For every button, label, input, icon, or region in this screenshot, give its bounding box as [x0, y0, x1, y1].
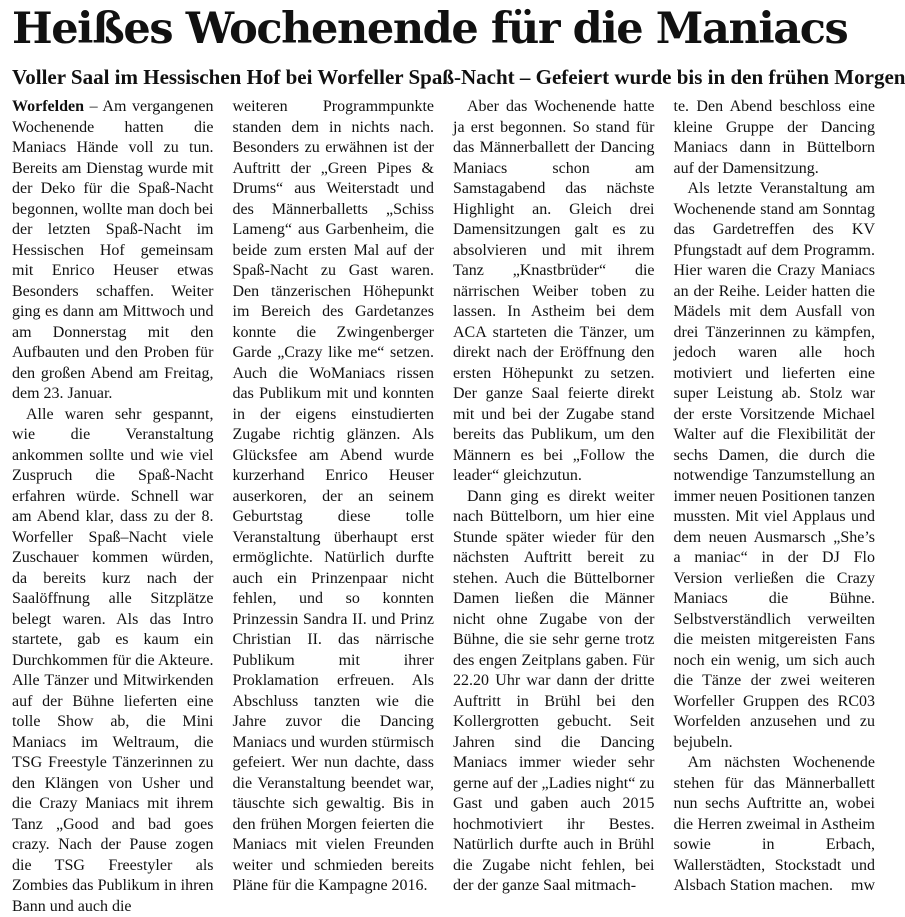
paragraph-text: – Am vergangenen Wochenende hatten die Maniacs Hände voll zu tun. Bereits am Dienstag wurde mit der Deko für die Spaß-Nacht begonnen, wollte man doch bei der letzten Spaß-Nacht im Hessischen Hof gemeinsam mit Enrico Heuser etwas Besonders schaffen. Weiter ging es dann am Mittwoch und am Donnerstag mit den Aufbauten und den Proben für den großen Abend am Freitag, dem 23. Januar. — [12, 98, 214, 402]
paragraph — [12, 97, 214, 405]
subheadline: Voller Saal im Hessischen Hof bei Worfeller Spaß-Nacht – Gefeiert wurde bis in den frühen Morgen — [12, 64, 875, 90]
paragraph: Dann ging es direkt weiter nach Büttelborn, um hier eine Stunde später wieder für den nächsten Auftritt bereit zu stehen. Auch die Büttelborner Damen ließen die Männer nicht ohne Zugabe von der Bühne, die sie sehr gerne trotz des engen Zeitplans gaben. Für 22.20 Uhr war dann der dritte Auftritt in Brühl bei den Kollergrotten gebucht. Seit Jahren sind die Dancing Maniacs immer wieder sehr gerne auf der „Ladies night“ zu Gast und gaben auch 2015 hochmotiviert ihr Bestes. Natürlich durfte auch in Brühl die Zugabe nicht fehlen, bei der der ganze Saal mitmach- — [453, 487, 655, 897]
column-4 — [674, 97, 876, 820]
paragraph: te. Den Abend beschloss eine kleine Gruppe der Dancing Maniacs dann in Büttelborn auf der Damensitzung. — [674, 97, 876, 179]
newspaper-article — [0, 4, 885, 820]
headline: Heißes Wochenende für die Maniacs — [12, 4, 875, 54]
author-signature: mw — [837, 876, 875, 897]
paragraph — [674, 753, 876, 897]
column-2 — [233, 97, 435, 820]
paragraph: weiteren Programmpunkte standen dem in nichts nach. Besonders zu erwähnen ist der Auftritt der „Green Pipes & Drums“ aus Weiterstadt und des Männerballetts „Schiss Lameng“ aus Garbenheim, die beide zum ersten Mal auf der Spaß-Nacht zu Gast waren. Den tänzerischen Höhepunkt im Bereich des Gardetanzes konnte die Zwingenberger Garde „Crazy like me“ setzen. Auch die WoManiacs rissen das Publikum mit und konnten in der eigens einstudierten Zugabe richtig glänzen. Als Glücksfee am Abend wurde kurzerhand Enrico Heuser auserkoren, der an seinem Geburtstag diese tolle Veranstaltung überhaupt erst ermöglichte. Natürlich durfte auch ein Prinzenpaar nicht fehlen, und so konnten Prinzessin Sandra II. und Prinz Christian II. das närrische Publikum mit ihrer Proklamation erfreuen. Als Abschluss tanzten wie die Jahre zuvor die Dancing Maniacs und wurden stürmisch gefeiert. Wer nun dachte, dass die Veranstaltung beendet war, täuschte sich gewaltig. Bis in den frühen Morgen feierten die Maniacs mit vielen Freunden weiter und schmieden bereits Pläne für die Kampagne 2016. — [233, 97, 435, 897]
paragraph-text: Am nächsten Wochenende stehen für das Männerballett nun sechs Auftritte an, wobei die Herren zweimal in Astheim sowie in Erbach, Wallerstädten, Stockstadt und Alsbach Station machen. — [674, 754, 876, 894]
paragraph: Aber das Wochenende hatte ja erst begonnen. So stand für das Männerballett der Dancing Maniacs schon am Samstagabend das nächste Highlight an. Gleich drei Damensitzungen galt es zu absolvieren und mit ihrem Tanz „Knastbrüder“ die närrischen Weiber toben zu lassen. In Astheim bei dem ACA starteten die Tänzer, um direkt nach der Eröffnung den ersten Höhepunkt zu setzen. Der ganze Saal feierte direkt mit und bei der Zugabe stand bereits das Publikum, um den Männern es bei „Follow the leader“ gleichzutun. — [453, 97, 655, 487]
paragraph: Alle waren sehr gespannt, wie die Veranstaltung ankommen sollte und wie viel Zuspruch die Spaß-Nacht erfahren würde. Schnell war am Abend klar, dass zu der 8. Worfeller Spaß–Nacht viele Zuschauer kommen würden, da bereits kurz nach der Saalöffnung alle Sitzplätze belegt waren. Als das Intro startete, gab es kaum ein Durchkommen für die Akteure. Alle Tänzer und Mitwirkenden auf der Bühne lieferten eine tolle Show ab, die Mini Maniacs im Weltraum, die TSG Freestyle Tänzerinnen zu den Klängen von Usher und die Crazy Maniacs mit ihrem Tanz „Good and bad goes crazy. Nach der Pause zogen die TSG Freestyler als Zombies das Publikum in ihren Bann und auch die — [12, 405, 214, 917]
column-1 — [12, 97, 214, 820]
article-columns — [12, 97, 875, 820]
column-3 — [453, 97, 655, 820]
dateline: Worfelden — [12, 98, 84, 115]
paragraph: Als letzte Veranstaltung am Wochenende stand am Sonntag das Gardetreffen des KV Pfungstadt auf dem Programm. Hier waren die Crazy Maniacs an der Reihe. Leider hatten die Mädels mit dem Ausfall von drei Tänzerinnen zu kämpfen, jedoch waren alle hoch motiviert und lieferten eine super Leistung ab. Stolz war der erste Vorsitzende Michael Walter auf die Flexibilität der sechs Damen, die durch die notwendige Tanzumstellung an immer neuen Positionen tanzen mussten. Mit viel Applaus und dem neuen Ausmarsch „She’s a maniac“ in der DJ Flo Version verließen die Crazy Maniacs die Bühne. Selbstverständlich verweilten die meisten mitgereisten Fans noch ein wenig, um sich auch die Tänze der zwei weiteren Worfeller Gruppen des RC03 Worfelden anzusehen und zu bejubeln. — [674, 179, 876, 753]
